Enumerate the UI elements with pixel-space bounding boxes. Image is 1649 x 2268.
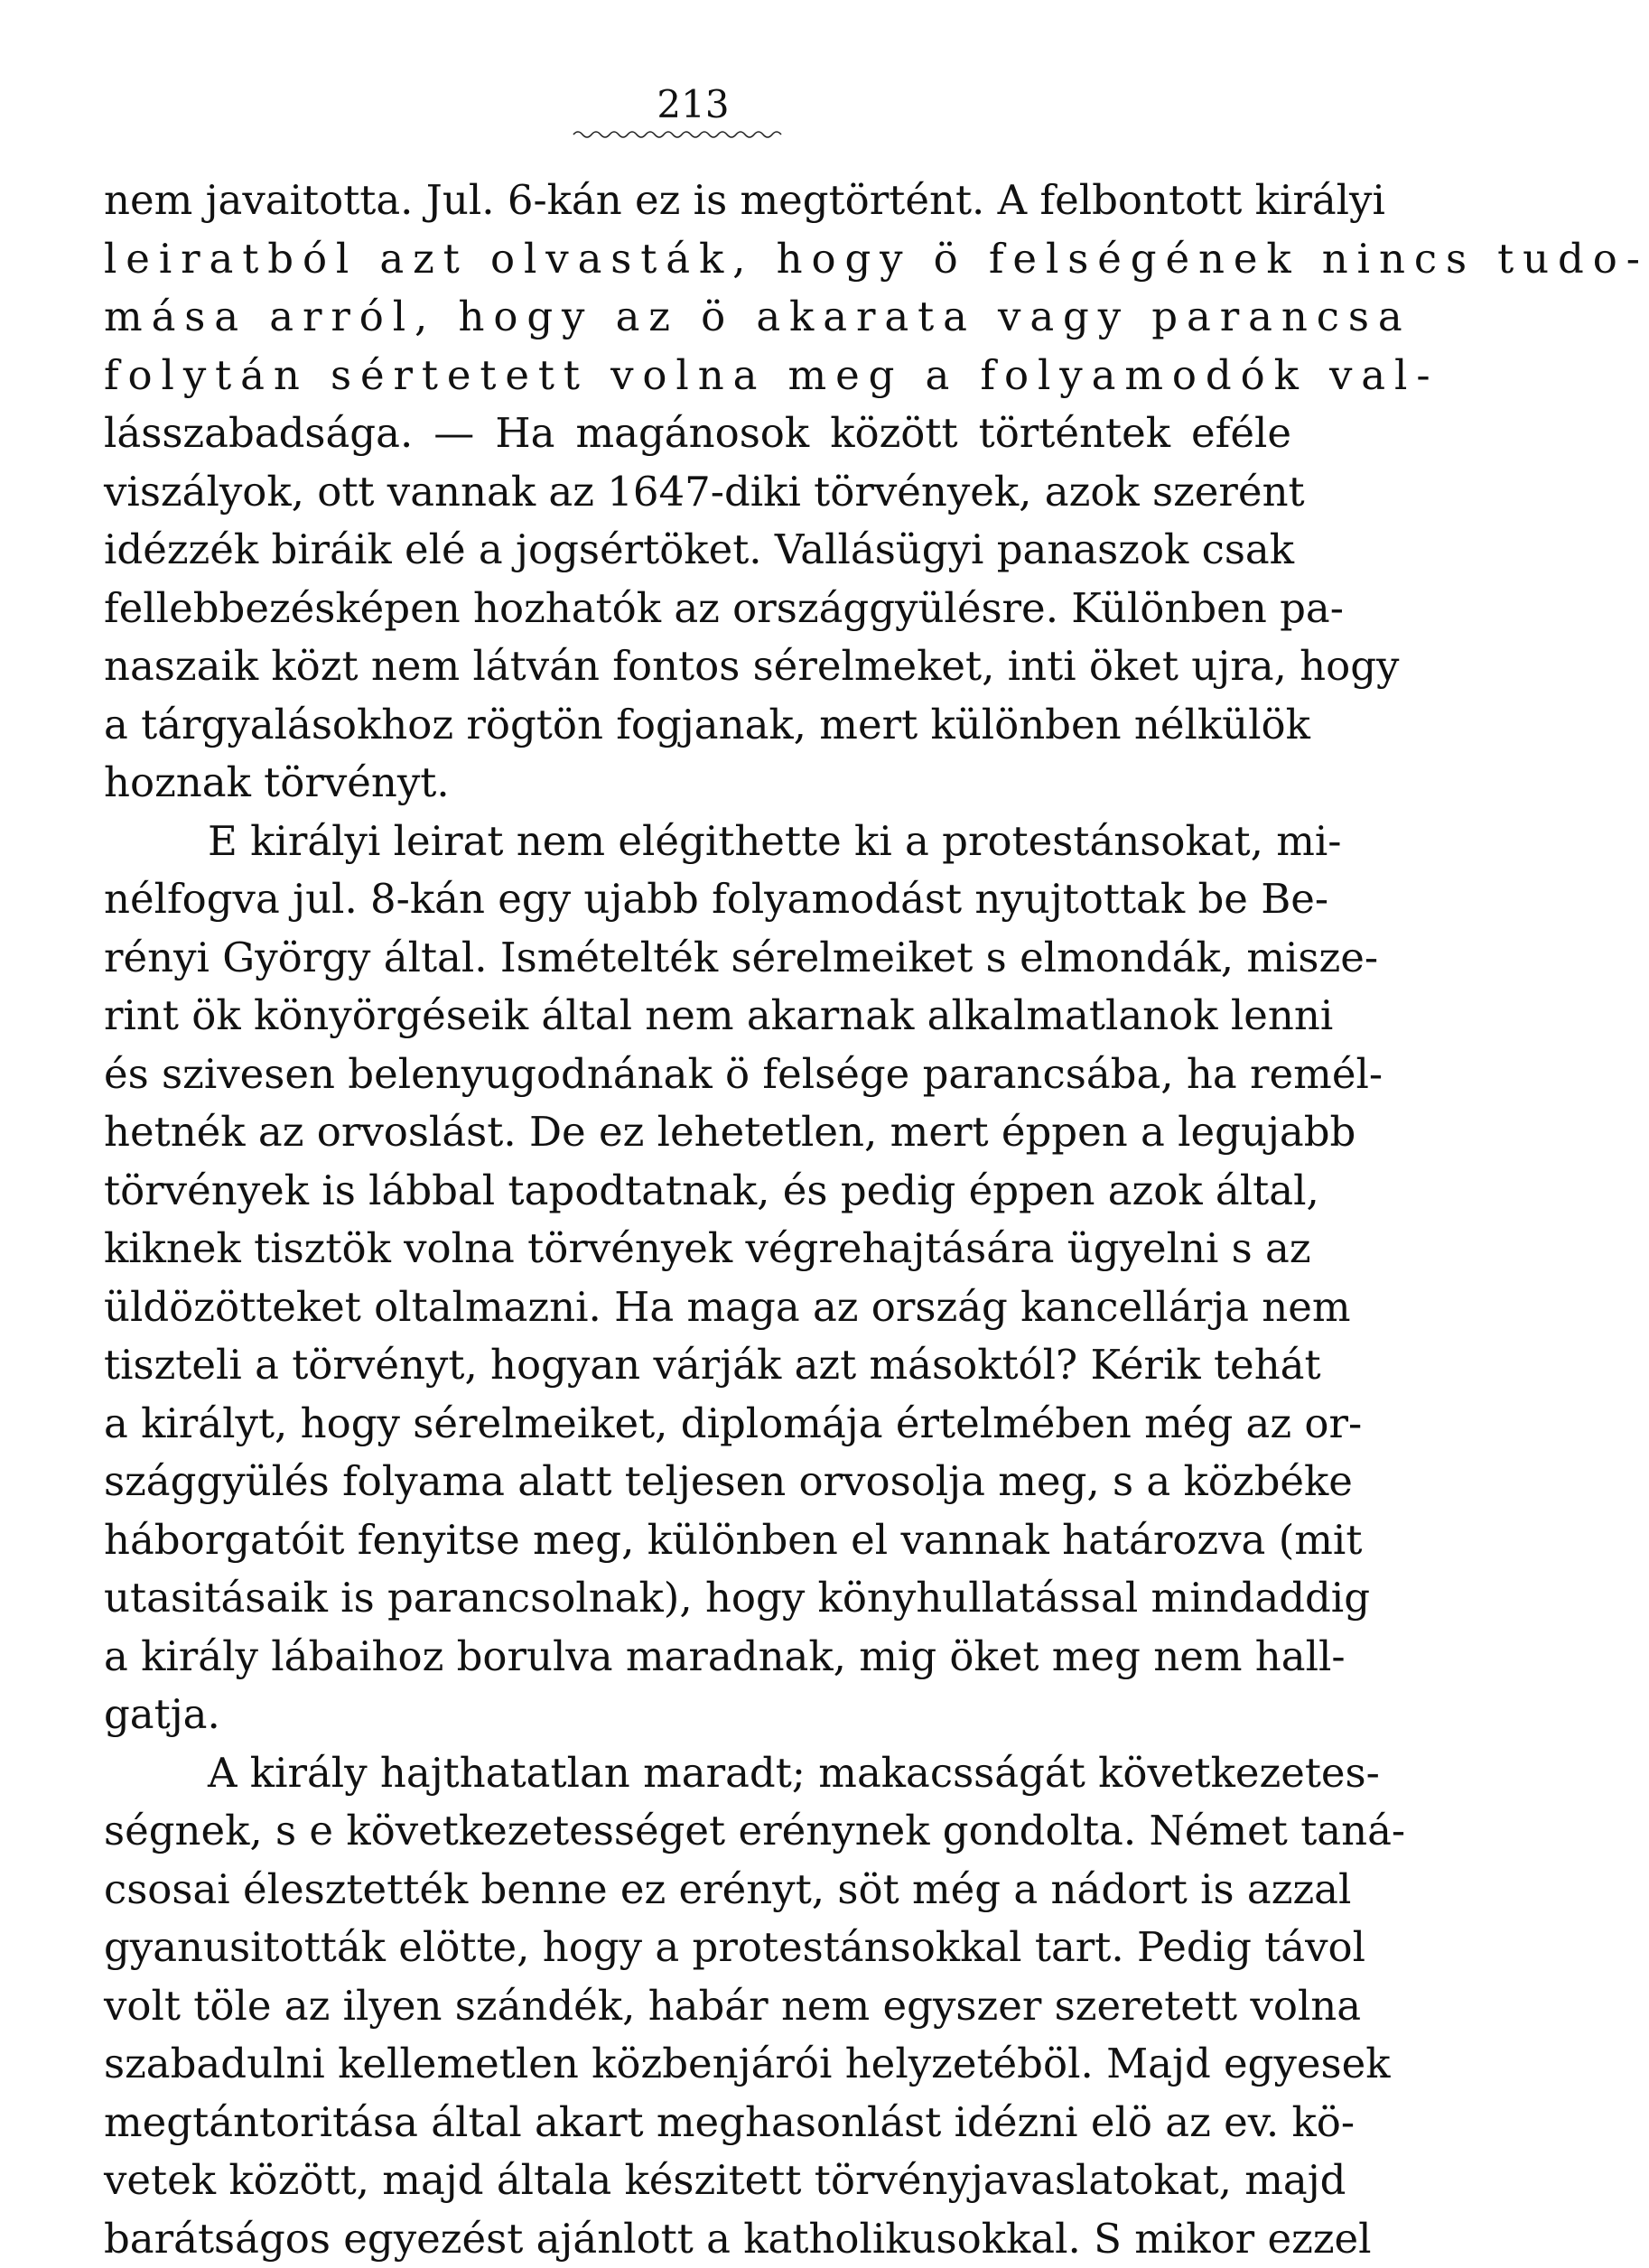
text-line: barátságos egyezést ajánlott a katholikusokkal. S mikor ezzel bbox=[104, 2210, 1291, 2268]
text-line: hoznak törvényt. bbox=[104, 754, 1291, 813]
text-line: idézzék biráik elé a jogsértöket. Vallásügyi panaszok csak bbox=[104, 521, 1291, 580]
text-line: viszályok, ott vannak az 1647-diki törvények, azok szerént bbox=[104, 463, 1291, 522]
text-line: rint ök könyörgéseik által nem akarnak alkalmatlanok lenni bbox=[104, 987, 1291, 1046]
text-line: és szivesen belenyugodnának ö felsége parancsába, ha remél- bbox=[104, 1046, 1291, 1104]
text-line: nem javaitotta. Jul. 6-kán ez is megtörtént. A felbontott királyi bbox=[104, 172, 1291, 230]
text-line: lásszabadsága. — Ha magánosok között történtek eféle bbox=[104, 404, 1291, 463]
text-line: leiratból azt olvasták, hogy ö felségének nincs tudo- bbox=[104, 230, 1291, 289]
text-line: hetnék az orvoslást. De ez lehetetlen, mert éppen a legujabb bbox=[104, 1103, 1291, 1162]
body-text bbox=[104, 172, 1291, 2268]
text-line: mása arról, hogy az ö akarata vagy parancsa bbox=[104, 288, 1291, 347]
text-line: megtántoritása által akart meghasonlást idézni elö az ev. kö- bbox=[104, 2094, 1291, 2152]
text-line: a királyt, hogy sérelmeiket, diplomája értelmében még az or- bbox=[104, 1395, 1291, 1454]
text-line: háborgatóit fenyitse meg, különben el vannak határozva (mit bbox=[104, 1511, 1291, 1570]
text-line: kiknek tisztök volna törvények végrehajtására ügyelni s az bbox=[104, 1220, 1291, 1278]
text-line: volt töle az ilyen szándék, habár nem egyszer szeretett volna bbox=[104, 1977, 1291, 2036]
text-line: A király hajthatatlan maradt; makacsságát következetes- bbox=[104, 1744, 1291, 1803]
text-line: a király lábaihoz borulva maradnak, mig öket meg nem hall- bbox=[104, 1628, 1291, 1687]
text-line: rényi György által. Ismételték sérelmeiket s elmondák, misze- bbox=[104, 929, 1291, 988]
text-line: nélfogva jul. 8-kán egy ujabb folyamodást nyujtottak be Be- bbox=[104, 870, 1291, 929]
text-line: folytán sértetett volna meg a folyamodók val- bbox=[104, 347, 1291, 405]
text-line: csosai élesztették benne ez erényt, söt még a nádort is azzal bbox=[104, 1861, 1291, 1919]
text-line: a tárgyalásokhoz rögtön fogjanak, mert különben nélkülök bbox=[104, 696, 1291, 755]
text-line: naszaik közt nem látván fontos sérelmeket, inti öket ujra, hogy bbox=[104, 637, 1291, 696]
text-line: utasitásaik is parancsolnak), hogy könyhullatással mindaddig bbox=[104, 1569, 1291, 1628]
text-line: gyanusitották elötte, hogy a protestánsokkal tart. Pedig távol bbox=[104, 1919, 1291, 1977]
text-line: szabadulni kellemetlen közbenjárói helyzetéböl. Majd egyesek bbox=[104, 2035, 1291, 2094]
text-line: E királyi leirat nem elégithette ki a protestánsokat, mi- bbox=[104, 813, 1291, 871]
text-line: fellebbezésképen hozhatók az országgyülésre. Különben pa- bbox=[104, 580, 1291, 638]
text-line: törvények is lábbal tapodtatnak, és pedig éppen azok által, bbox=[104, 1162, 1291, 1221]
text-line: vetek között, majd általa készitett törvényjavaslatokat, majd bbox=[104, 2152, 1291, 2210]
text-line: szággyülés folyama alatt teljesen orvosolja meg, s a közbéke bbox=[104, 1453, 1291, 1511]
text-line: üldözötteket oltalmazni. Ha maga az ország kancellárja nem bbox=[104, 1278, 1291, 1337]
page-number: 213 bbox=[0, 83, 1386, 126]
text-line: tiszteli a törvényt, hogyan várják azt másoktól? Kérik tehát bbox=[104, 1336, 1291, 1395]
page-number-ornament bbox=[573, 129, 781, 140]
text-line: ségnek, s e következetességet erénynek gondolta. Német taná- bbox=[104, 1802, 1291, 1861]
text-line: gatja. bbox=[104, 1686, 1291, 1744]
